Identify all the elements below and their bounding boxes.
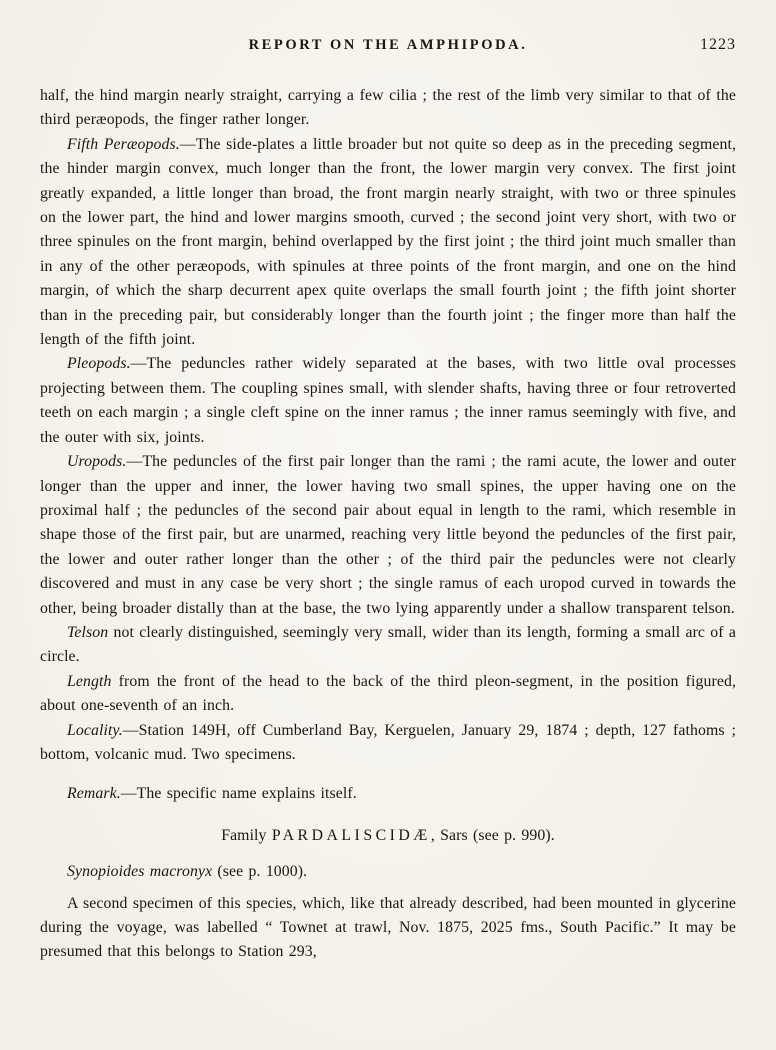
paragraph-lead: Fifth Peræopods. (67, 135, 180, 153)
paragraph-length (40, 670, 736, 719)
paragraph-text: not clearly distinguished, seemingly very small, wider than its length, forming a small arc of a circle. (40, 623, 737, 666)
paragraph-uropods (40, 450, 736, 621)
family-heading-prefix: Family (221, 826, 272, 844)
paragraph-locality (40, 719, 736, 768)
paragraph-lead: Pleopods. (67, 355, 131, 373)
paragraph-text: from the front of the head to the back of the third pleon-segment, in the position figured, about one-seventh of an inch. (40, 672, 736, 715)
paragraph-text: (see p. 1000). (212, 863, 308, 881)
paragraph-text: —The side-plates a little broader but not quite so deep as in the preceding segment, the hinder margin convex, much longer than the front, the lower margin very convex. The first joint greatly expanded, a little longer than broad, the front margin nearly straight, with two or three spinules on the lower part, the hind and lower margins smooth, curved ; the second joint very short, with two or three spinules on the front margin, behind overlapped by the first joint ; the third joint much smaller than in any of the other peræopods, with spinules at three points of the front margin, and one on the hind margin, of which the sharp decurrent apex quite overlaps the small fourth joint ; the fifth joint shorter than in the preceding pair, but considerably longer than the fourth joint ; the finger more than half the length of the fifth joint. (40, 135, 736, 349)
paragraph-text: —Station 149H, off Cumberland Bay, Kerguelen, January 29, 1874 ; depth, 127 fathoms ; bottom, volcanic mud. Two specimens. (40, 721, 736, 763)
paragraph-text: half, the hind margin nearly straight, carrying a few cilia ; the rest of the limb very similar to that of the third peræopods, the finger rather longer. (40, 87, 736, 129)
species-name: Synopioides macronyx (67, 863, 213, 881)
paragraph-remark (40, 782, 736, 806)
page-number: 1223 (700, 36, 736, 53)
paragraph-text: —The peduncles of the first pair longer than the rami ; the rami acute, the lower and outer longer than the upper and inner, the lower having two small spines, the upper having one on the proximal half ; the peduncles of the second pair about equal in length to the rami, which resemble in shape those of the first pair, but are unarmed, reaching very little beyond the peduncles of the first pair, the lower and outer rather longer than the other ; of the third pair the peduncles were not clearly discovered and must in any case be very short ; the single ramus of each uropod curved in towards the other, being broader distally than at the base, the two lying apparently under a shallow transparent telson. (40, 453, 736, 617)
paragraph-fifth-peraeopods (40, 133, 736, 353)
paragraph-lead: Telson (67, 623, 109, 641)
paragraph-lead: Locality. (67, 721, 123, 739)
paragraph-lead: Uropods. (67, 453, 127, 471)
paragraph-lead: Remark. (67, 785, 121, 803)
paragraph-species (40, 860, 736, 884)
family-name: PARDALISCIDÆ (271, 826, 431, 844)
paragraph-telson (40, 621, 736, 670)
paragraph-lead: Length (67, 672, 112, 690)
running-title: REPORT ON THE AMPHIPODA. (248, 37, 528, 53)
paragraph-text: —The peduncles rather widely separated at the bases, with two little oval processes projecting between them. The coupling spines small, with slender shafts, having three or four retroverted teeth on each margin ; a single cleft spine on the inner ramus ; the inner ramus seemingly with five, and the outer with six, joints. (40, 355, 736, 446)
family-heading (40, 824, 736, 848)
paragraph-text: —The specific name explains itself. (120, 785, 357, 803)
family-heading-suffix: , Sars (see p. 990). (430, 826, 555, 844)
paragraph-continuation (40, 84, 736, 133)
paragraph-text: A second specimen of this species, which, like that already described, had been mounted in glycerine during the voyage, was labelled “ Townet at trawl, Nov. 1875, 2025 fms., South Pacific.” It may be presumed that this belongs to Station 293, (40, 894, 736, 961)
page-header (40, 36, 736, 58)
paragraph-second-specimen (40, 892, 736, 965)
paragraph-pleopods (40, 352, 736, 450)
